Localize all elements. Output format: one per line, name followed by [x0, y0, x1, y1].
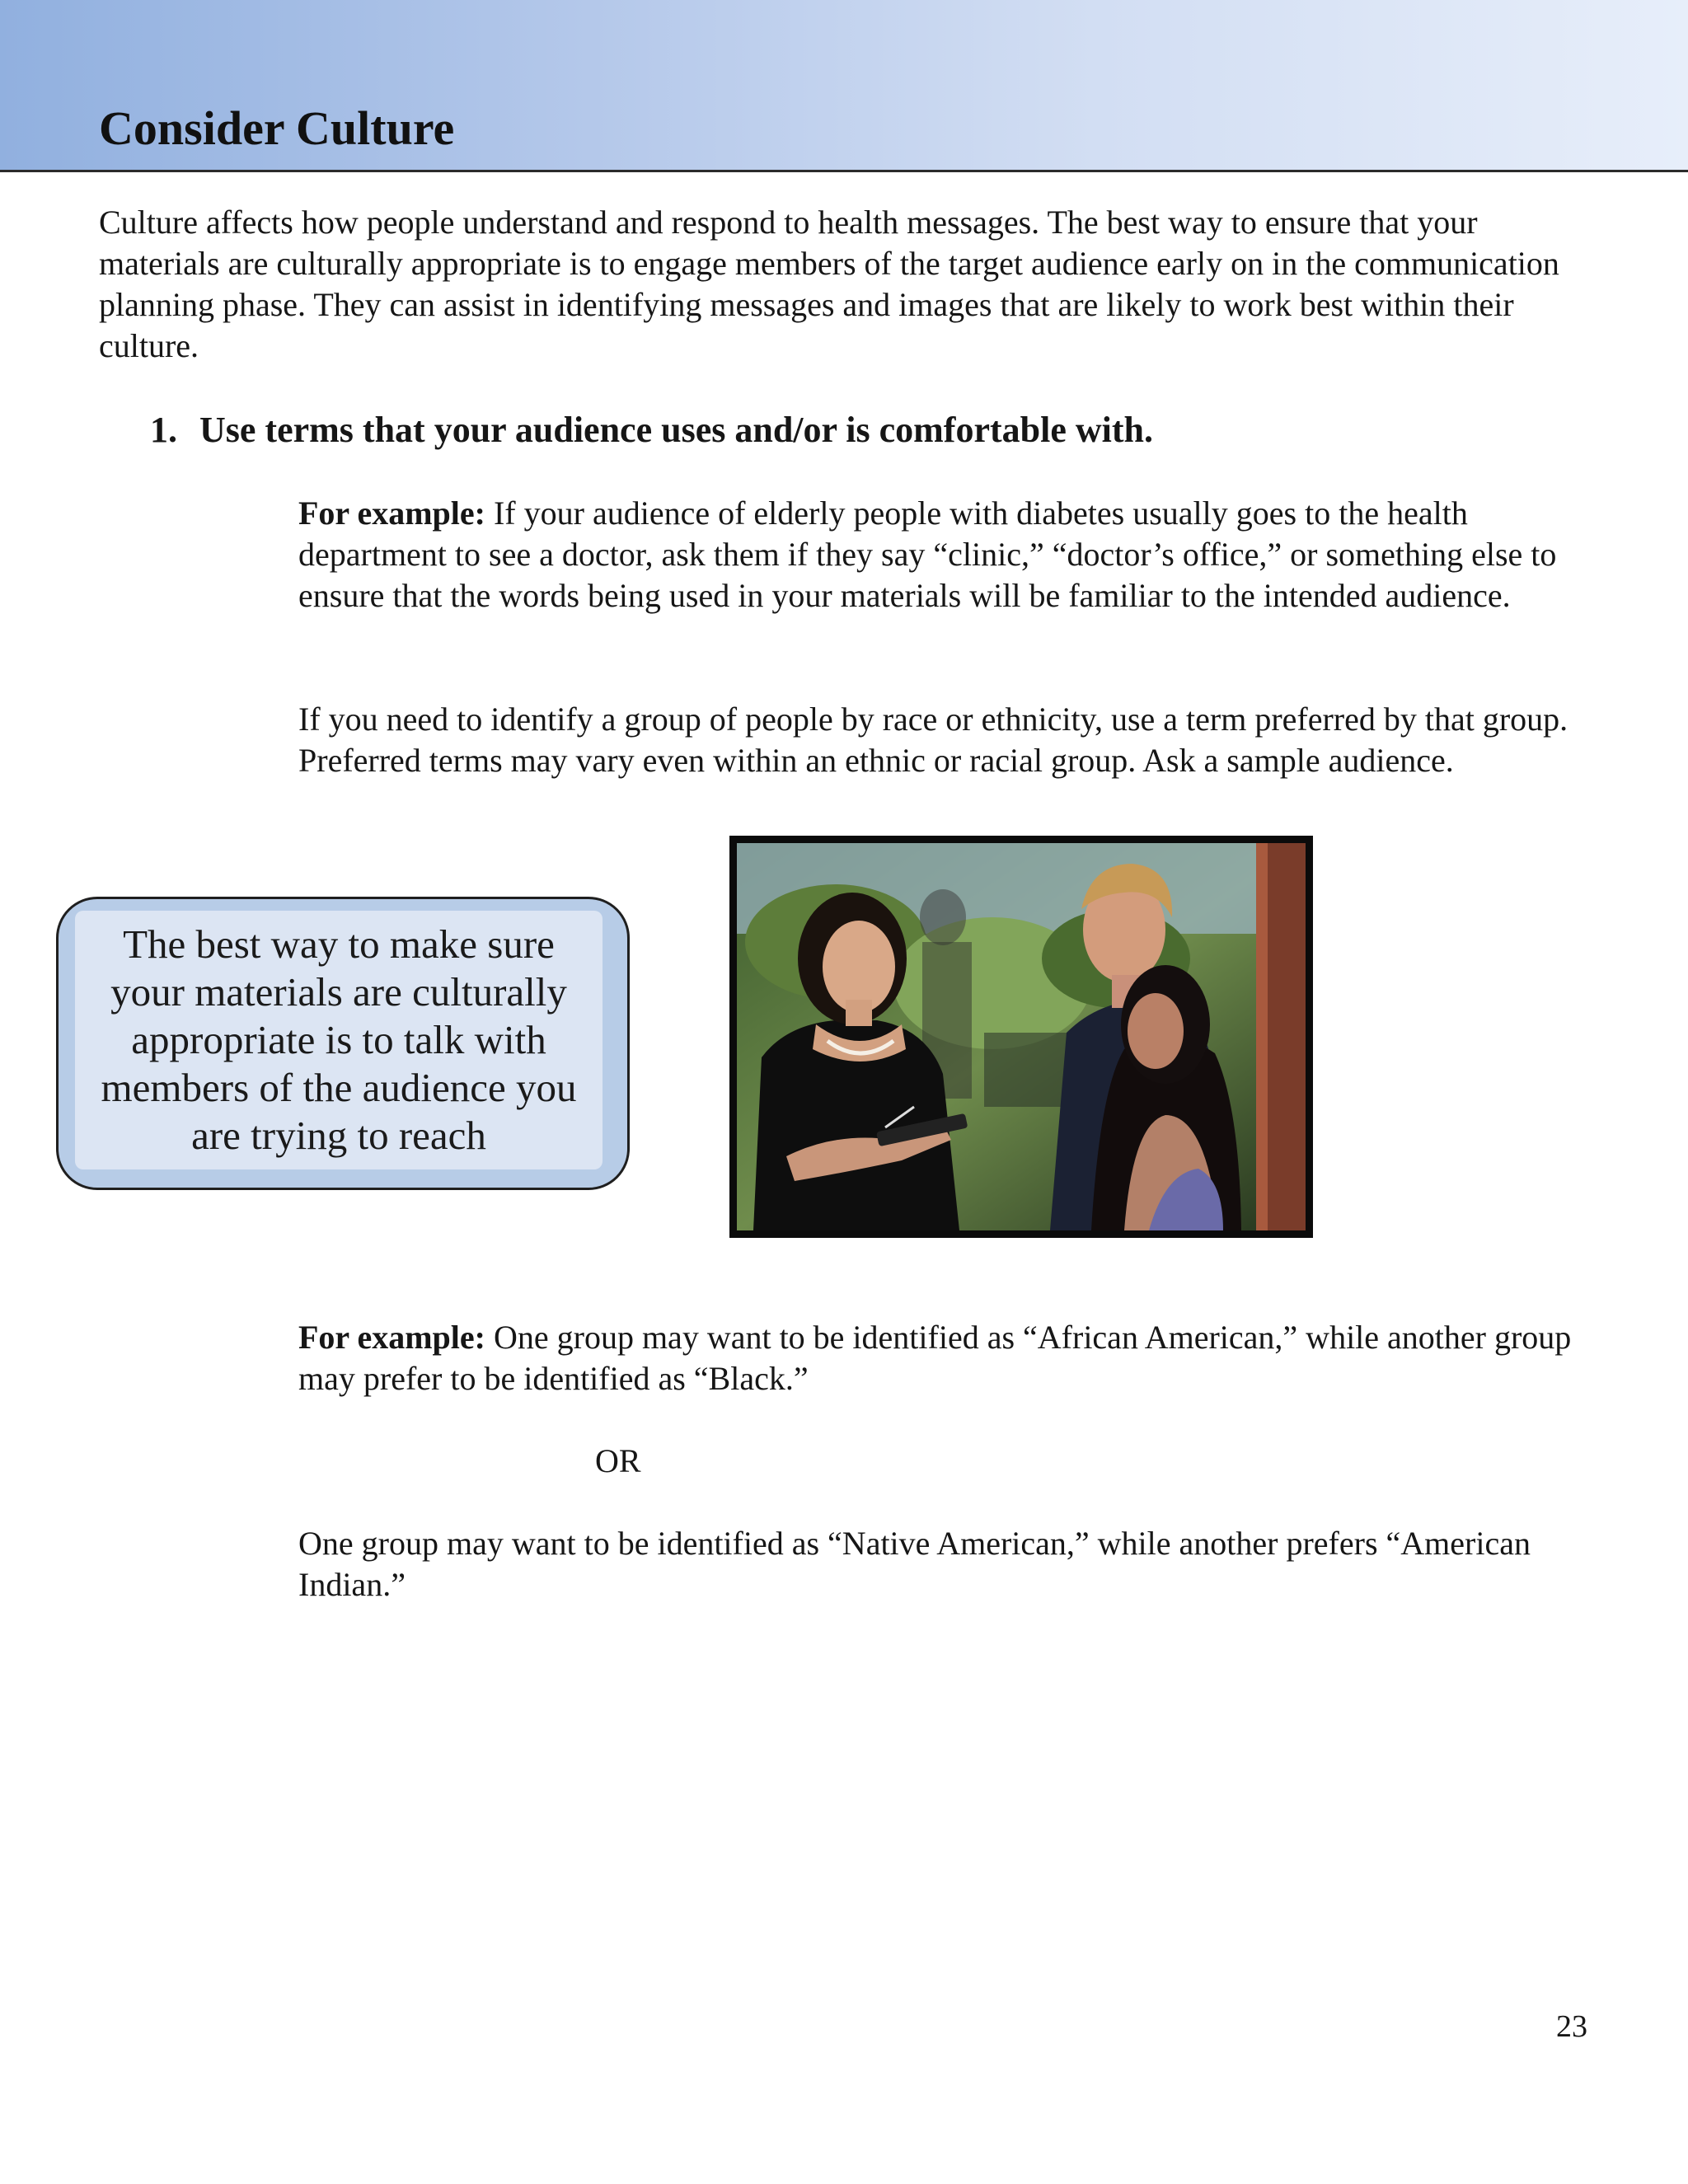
photo-interview: [729, 836, 1313, 1238]
example-lead: For example:: [298, 1319, 485, 1356]
callout-inner: [75, 911, 603, 1169]
example-lead: For example:: [298, 494, 485, 532]
photo-of-woman-interviewing-couple-icon: [737, 843, 1306, 1230]
example-text: One group may want to be identified as “African American,” while another group may prefer to be identified as “Black.”: [298, 1319, 1572, 1397]
intro-paragraph: Culture affects how people understand and respond to health messages. The best way to ensure that your materials are culturally appropriate is to engage members of the target audience early on in the communication planning phase. They can assist in identifying messages and images that are likely to work best within their culture.: [99, 204, 1559, 364]
list-item-heading: [150, 407, 1153, 453]
race-ethnicity-paragraph: If you need to identify a group of people by race or ethnicity, use a term preferred by that group. Preferred terms may vary even within an ethnic or racial group. Ask a sample audience.: [298, 701, 1568, 779]
native-american-paragraph: One group may want to be identified as “Native American,” while another prefers “American Indian.”: [298, 1525, 1531, 1603]
callout-box: [56, 897, 630, 1190]
page-number: 23: [1556, 2009, 1587, 2044]
list-item-heading-text: Use terms that your audience uses and/or is comfortable with.: [199, 410, 1153, 450]
page-title: Consider Culture: [99, 101, 455, 155]
example-paragraph-1: [298, 493, 1601, 616]
callout-text: The best way to make sure your materials are culturally appropriate is to talk with members of the audience you are trying to reach: [101, 921, 577, 1158]
example-paragraph-2: [298, 1317, 1584, 1399]
or-separator: OR: [595, 1442, 641, 1479]
example-text: If your audience of elderly people with diabetes usually goes to the health department to see a doctor, ask them if they say “clinic,” “doctor’s office,” or something else to ensure that the words being used in your materials will be familiar to the intended audience.: [298, 494, 1557, 614]
list-item-number: 1.: [150, 410, 177, 450]
header-banner: [0, 0, 1688, 172]
